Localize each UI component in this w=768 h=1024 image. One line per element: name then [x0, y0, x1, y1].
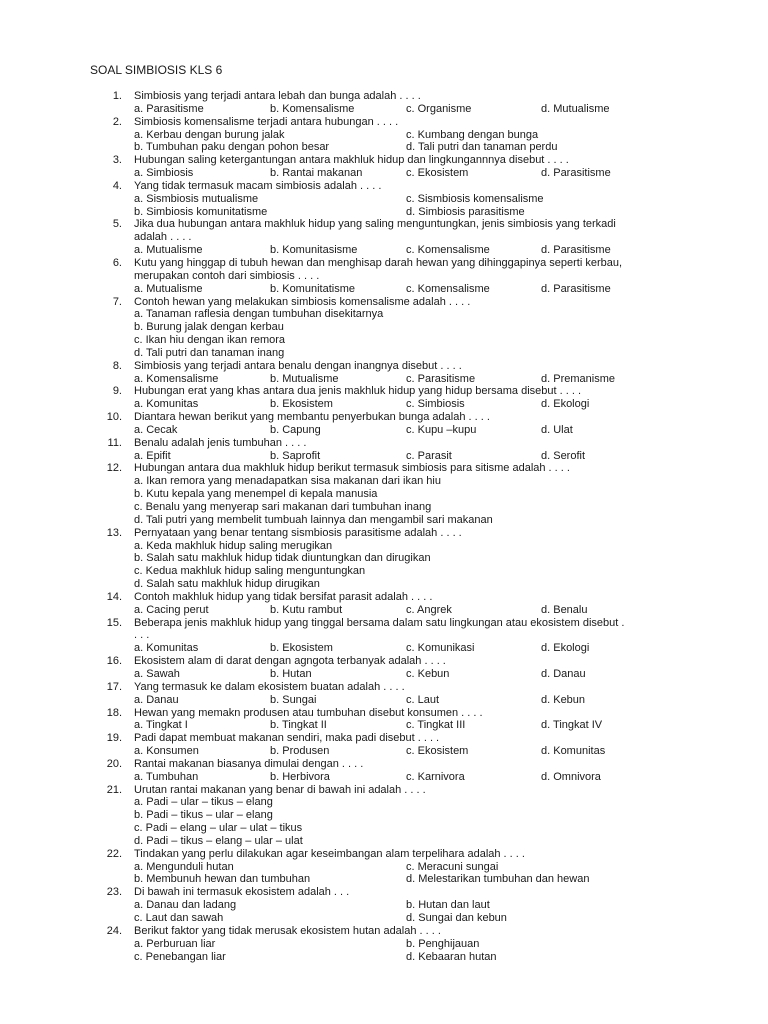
answer-option: a. Ikan remora yang menadapatkan sisa makanan dari ikan hiu: [134, 475, 441, 488]
answer-options-stack: [134, 540, 768, 591]
question-text: [134, 154, 694, 167]
question-item: [0, 180, 768, 219]
answer-options-row: [0, 771, 768, 784]
question-text: [134, 784, 694, 797]
question-list: [0, 90, 768, 963]
answer-option: b. Sungai: [270, 693, 317, 706]
question-text: [134, 462, 694, 475]
question-text: [134, 707, 694, 720]
answer-option: a. Tanaman raflesia dengan tumbuhan disekitarnya: [134, 308, 384, 321]
question-text-line: Pernyataan yang benar tentang sismbiosis parasitisme adalah . . . .: [134, 526, 462, 539]
answer-option: d. Serofit: [541, 449, 586, 462]
question-text: [134, 116, 694, 129]
answer-option: a. Mutualisme: [134, 244, 203, 257]
answer-option: d. Komunitas: [541, 745, 606, 758]
answer-options-row: [0, 129, 768, 142]
question-item: [0, 848, 768, 887]
question-text-line: Benalu adalah jenis tumbuhan . . . .: [134, 436, 307, 449]
answer-option: b. Hutan: [270, 667, 312, 680]
question-text: [134, 218, 694, 244]
question-text: [134, 90, 694, 103]
question-text-line: Simbiosis komensalisme terjadi antara hubungan . . . .: [134, 115, 399, 128]
question-number: 5.: [112, 218, 122, 231]
question-text-line: Beberapa jenis makhluk hidup yang tinggal bersama dalam satu lingkungan atau ekosistem disebut .: [134, 616, 625, 629]
question-text-line: Hubungan saling ketergantungan antara makhluk hidup dan lingkungannnya disebut . . . .: [134, 154, 569, 167]
answer-option: d. Sungai dan kebun: [406, 912, 507, 924]
question-text: [134, 732, 694, 745]
answer-option: b. Tingkat II: [270, 719, 327, 732]
answer-options-row: [0, 873, 768, 886]
answer-option: c. Parasit: [406, 449, 452, 462]
question-text: [134, 411, 694, 424]
answer-option: c. Kupu –kupu: [406, 423, 477, 436]
question-number: 2.: [112, 115, 122, 128]
answer-option: d. Simbiosis parasitisme: [406, 205, 525, 218]
question-item: [0, 154, 768, 180]
answer-options-row: [0, 668, 768, 681]
answer-options-row: [0, 861, 768, 874]
question-item: [0, 437, 768, 463]
question-item: [0, 360, 768, 386]
answer-options-row: [0, 694, 768, 707]
question-number: 19.: [106, 732, 122, 745]
answer-options-row: [0, 373, 768, 386]
answer-options-row: [0, 450, 768, 463]
answer-option: c. Komensalisme: [406, 244, 490, 257]
answer-option: b. Membunuh hewan dan tumbuhan: [134, 873, 311, 886]
answer-option: c. Organisme: [406, 102, 472, 115]
answer-option: b. Tumbuhan paku dengan pohon besar: [134, 141, 330, 154]
answer-option: b. Ekosistem: [270, 398, 333, 411]
answer-options-stack: [134, 475, 768, 526]
question-text: [134, 360, 694, 373]
answer-option: d. Ulat: [541, 423, 573, 436]
answer-option: b. Rantai makanan: [270, 167, 363, 180]
question-text-line: Jika dua hubungan antara makhluk hidup yang saling menguntungkan, jenis simbiosis yang terkadi: [134, 218, 616, 231]
answer-options-row: [0, 604, 768, 617]
answer-option: b. Produsen: [270, 745, 330, 758]
answer-options-row: [0, 193, 768, 206]
question-text: [134, 527, 694, 540]
answer-option: b. Salah satu makhluk hidup tidak diuntungkan dan dirugikan: [134, 552, 431, 565]
answer-option: b. Mutualisme: [270, 372, 339, 385]
question-text-line: Hubungan erat yang khas antara dua jenis makhluk hidup yang hidup bersama disebut . . . .: [134, 385, 582, 398]
question-text: [134, 591, 694, 604]
question-text: [134, 437, 694, 450]
answer-option: c. Parasitisme: [406, 372, 476, 385]
question-text-line: Rantai makanan biasanya dimulai dengan . . . .: [134, 757, 364, 770]
answer-option: a. Simbiosis: [134, 167, 194, 180]
question-item: [0, 925, 768, 964]
question-text-line: Contoh makhluk hidup yang tidak bersifat parasit adalah . . . .: [134, 590, 433, 603]
question-item: [0, 257, 768, 296]
answer-option: b. Herbivora: [270, 770, 330, 783]
answer-option: c. Komensalisme: [406, 282, 490, 295]
question-item: [0, 385, 768, 411]
answer-options-row: [0, 642, 768, 655]
question-text-line: Ekosistem alam di darat dengan agngota terbanyak adalah . . . .: [134, 655, 446, 668]
question-number: 22.: [106, 847, 122, 860]
question-item: [0, 655, 768, 681]
question-item: [0, 886, 768, 925]
answer-options-row: [0, 244, 768, 257]
question-item: [0, 90, 768, 116]
question-item: [0, 296, 768, 360]
question-item: [0, 784, 768, 848]
answer-option: d. Melestarikan tumbuhan dan hewan: [406, 873, 590, 886]
question-text-line: Contoh hewan yang melakukan simbiosis komensalisme adalah . . . .: [134, 295, 471, 308]
question-item: [0, 527, 768, 591]
answer-option: d. Ekologi: [541, 642, 590, 655]
answer-option: d. Parasitisme: [541, 167, 611, 180]
answer-option: b. Komunitasisme: [270, 244, 358, 257]
question-text-line: adalah . . . .: [134, 231, 192, 244]
answer-option: c. Penebangan liar: [134, 950, 226, 963]
answer-options-row: [0, 141, 768, 154]
question-text: [134, 758, 694, 771]
answer-option: c. Ekosistem: [406, 745, 469, 758]
answer-option: c. Tingkat III: [406, 719, 466, 732]
question-item: [0, 116, 768, 155]
question-number: 17.: [106, 680, 122, 693]
answer-options-row: [0, 424, 768, 437]
answer-option: a. Perburuan liar: [134, 937, 216, 950]
answer-options-row: [0, 899, 768, 912]
answer-option: a. Padi – ular – tikus – elang: [134, 796, 273, 809]
answer-option: d. Omnivora: [541, 770, 601, 783]
answer-option: a. Kerbau dengan burung jalak: [134, 128, 285, 141]
question-number: 8.: [112, 359, 122, 372]
answer-options-row: [0, 167, 768, 180]
question-text-line: Kutu yang hinggap di tubuh hewan dan menghisap darah hewan yang dihinggapinya seperti kerbau,: [134, 256, 623, 269]
question-number: 23.: [106, 886, 122, 899]
question-number: 10.: [106, 411, 122, 424]
question-text-line: Yang termasuk ke dalam ekosistem buatan adalah . . . .: [134, 680, 405, 693]
answer-options-row: [0, 398, 768, 411]
answer-option: b. Kutu rambut: [270, 603, 343, 616]
answer-option: c. Ikan hiu dengan ikan remora: [134, 334, 286, 347]
answer-option: a. Mengunduli hutan: [134, 860, 234, 873]
answer-option: a. Komensalisme: [134, 372, 219, 385]
question-item: [0, 758, 768, 784]
answer-option: d. Ekologi: [541, 398, 590, 411]
answer-options-row: [0, 938, 768, 951]
answer-option: b. Capung: [270, 423, 321, 436]
answer-option: c. Laut dan sawah: [134, 912, 224, 924]
answer-option: d. Premanisme: [541, 372, 615, 385]
question-text: [134, 848, 694, 861]
answer-option: a. Tingkat I: [134, 719, 188, 732]
answer-option: d. Salah satu makhluk hidup dirugikan: [134, 578, 320, 591]
answer-option: b. Kutu kepala yang menempel di kepala manusia: [134, 488, 378, 501]
answer-option: b. Penghijauan: [406, 937, 480, 950]
question-number: 13.: [106, 526, 122, 539]
answer-options-row: [0, 206, 768, 219]
question-text: [134, 681, 694, 694]
answer-option: c. Kedua makhluk hidup saling menguntungkan: [134, 565, 366, 578]
question-number: 14.: [106, 590, 122, 603]
question-number: 18.: [106, 706, 122, 719]
answer-option: b. Hutan dan laut: [406, 899, 490, 912]
question-number: 16.: [106, 655, 122, 668]
answer-option: c. Simbiosis: [406, 398, 465, 411]
answer-option: a. Parasitisme: [134, 102, 204, 115]
answer-option: a. Epifit: [134, 449, 171, 462]
question-text-line: Di bawah ini termasuk ekosistem adalah . . .: [134, 886, 350, 899]
answer-option: c. Laut: [406, 693, 440, 706]
answer-options-stack: [134, 308, 768, 359]
question-text-line: Hewan yang memakn produsen atau tumbuhan disebut konsumen . . . .: [134, 706, 483, 719]
answer-option: c. Ekosistem: [406, 167, 469, 180]
question-item: [0, 707, 768, 733]
question-text: [134, 617, 694, 643]
answer-options-row: [0, 912, 768, 925]
document-title: SOAL SIMBIOSIS KLS 6: [90, 63, 223, 77]
answer-option: d. Benalu: [541, 603, 588, 616]
answer-option: a. Danau dan ladang: [134, 899, 237, 912]
answer-option: b. Padi – tikus – ular – elang: [134, 809, 273, 822]
question-text-line: Hubungan antara dua makhluk hidup berikut termasuk simbiosis para sitisme adalah . . . .: [134, 462, 570, 475]
answer-option: d. Kebaaran hutan: [406, 950, 497, 963]
question-item: [0, 218, 768, 257]
question-text: [134, 925, 694, 938]
question-number: 1.: [112, 90, 122, 102]
answer-option: c. Sismbiosis komensalisme: [406, 192, 544, 205]
question-number: 24.: [106, 924, 122, 937]
answer-option: a. Cacing perut: [134, 603, 209, 616]
answer-option: d. Kebun: [541, 693, 586, 706]
answer-option: a. Konsumen: [134, 745, 199, 758]
answer-option: a. Komunitas: [134, 642, 199, 655]
answer-option: c. Karnivora: [406, 770, 465, 783]
question-number: 3.: [112, 154, 122, 167]
question-number: 4.: [112, 179, 122, 192]
question-number: 15.: [106, 616, 122, 629]
question-item: [0, 591, 768, 617]
question-text: [134, 296, 694, 309]
answer-option: d. Mutualisme: [541, 102, 610, 115]
answer-option: d. Tali putri dan tanaman perdu: [406, 141, 558, 154]
answer-option: a. Cecak: [134, 423, 178, 436]
answer-option: a. Mutualisme: [134, 282, 203, 295]
question-number: 6.: [112, 256, 122, 269]
question-text: [134, 257, 694, 283]
answer-option: d. Tingkat IV: [541, 719, 603, 732]
answer-options-row: [0, 951, 768, 964]
question-item: [0, 681, 768, 707]
answer-option: c. Kebun: [406, 667, 450, 680]
answer-option: a. Keda makhluk hidup saling merugikan: [134, 539, 333, 552]
answer-option: b. Komensalisme: [270, 102, 355, 115]
question-text-line: Berikut faktor yang tidak merusak ekosistem hutan adalah . . . .: [134, 924, 441, 937]
answer-option: a. Komunitas: [134, 398, 199, 411]
answer-option: b. Saprofit: [270, 449, 321, 462]
question-text: [134, 180, 694, 193]
answer-option: a. Tumbuhan: [134, 770, 199, 783]
answer-option: d. Parasitisme: [541, 244, 611, 257]
answer-options-row: [0, 745, 768, 758]
answer-option: a. Sismbiosis mutualisme: [134, 192, 259, 205]
question-text-line: . . .: [134, 629, 150, 642]
answer-option: c. Padi – elang – ular – ulat – tikus: [134, 822, 303, 835]
question-number: 11.: [107, 436, 122, 449]
answer-option: d. Tali putri yang membelit tumbuah lainnya dan mengambil sari makanan: [134, 513, 493, 526]
question-text-line: Padi dapat membuat makanan sendiri, maka padi disebut . . . .: [134, 732, 440, 745]
answer-option: a. Sawah: [134, 667, 180, 680]
question-text: [134, 655, 694, 668]
question-text-line: merupakan contoh dari simbiosis . . . .: [134, 269, 320, 282]
question-number: 9.: [112, 385, 122, 398]
answer-option: b. Burung jalak dengan kerbau: [134, 321, 284, 334]
question-number: 21.: [106, 783, 122, 796]
question-text-line: Simbiosis yang terjadi antara lebah dan bunga adalah . . . .: [134, 90, 421, 102]
answer-option: d. Parasitisme: [541, 282, 611, 295]
answer-option: b. Komunitatisme: [270, 282, 355, 295]
question-item: [0, 411, 768, 437]
question-text: [134, 385, 694, 398]
question-number: 12.: [106, 462, 122, 475]
question-item: [0, 617, 768, 656]
answer-option: c. Komunikasi: [406, 642, 475, 655]
answer-option: d. Danau: [541, 667, 586, 680]
question-text-line: Tindakan yang perlu dilakukan agar keseimbangan alam terpelihara adalah . . . .: [134, 847, 525, 860]
answer-option: b. Simbiosis komunitatisme: [134, 205, 268, 218]
question-text: [134, 886, 694, 899]
answer-option: c. Meracuni sungai: [406, 860, 499, 873]
answer-options-stack: [134, 796, 768, 847]
answer-options-row: [0, 719, 768, 732]
question-number: 20.: [106, 757, 122, 770]
question-number: 7.: [112, 295, 122, 308]
question-text-line: Diantara hewan berikut yang membantu penyerbukan bunga adalah . . . .: [134, 411, 490, 424]
question-text-line: Urutan rantai makanan yang benar di bawah ini adalah . . . .: [134, 783, 426, 796]
answer-option: a. Danau: [134, 693, 179, 706]
answer-option: c. Kumbang dengan bunga: [406, 128, 539, 141]
question-text-line: Yang tidak termasuk macam simbiosis adalah . . . .: [134, 179, 382, 192]
question-text-line: Simbiosis yang terjadi antara benalu dengan inangnya disebut . . . .: [134, 359, 462, 372]
answer-options-row: [0, 283, 768, 296]
question-item: [0, 732, 768, 758]
question-item: [0, 462, 768, 526]
answer-options-row: [0, 103, 768, 116]
answer-option: d. Padi – tikus – elang – ular – ulat: [134, 834, 303, 847]
answer-option: b. Ekosistem: [270, 642, 333, 655]
answer-option: c. Angrek: [406, 603, 452, 616]
answer-option: d. Tali putri dan tanaman inang: [134, 346, 285, 359]
answer-option: c. Benalu yang menyerap sari makanan dari tumbuhan inang: [134, 501, 432, 513]
